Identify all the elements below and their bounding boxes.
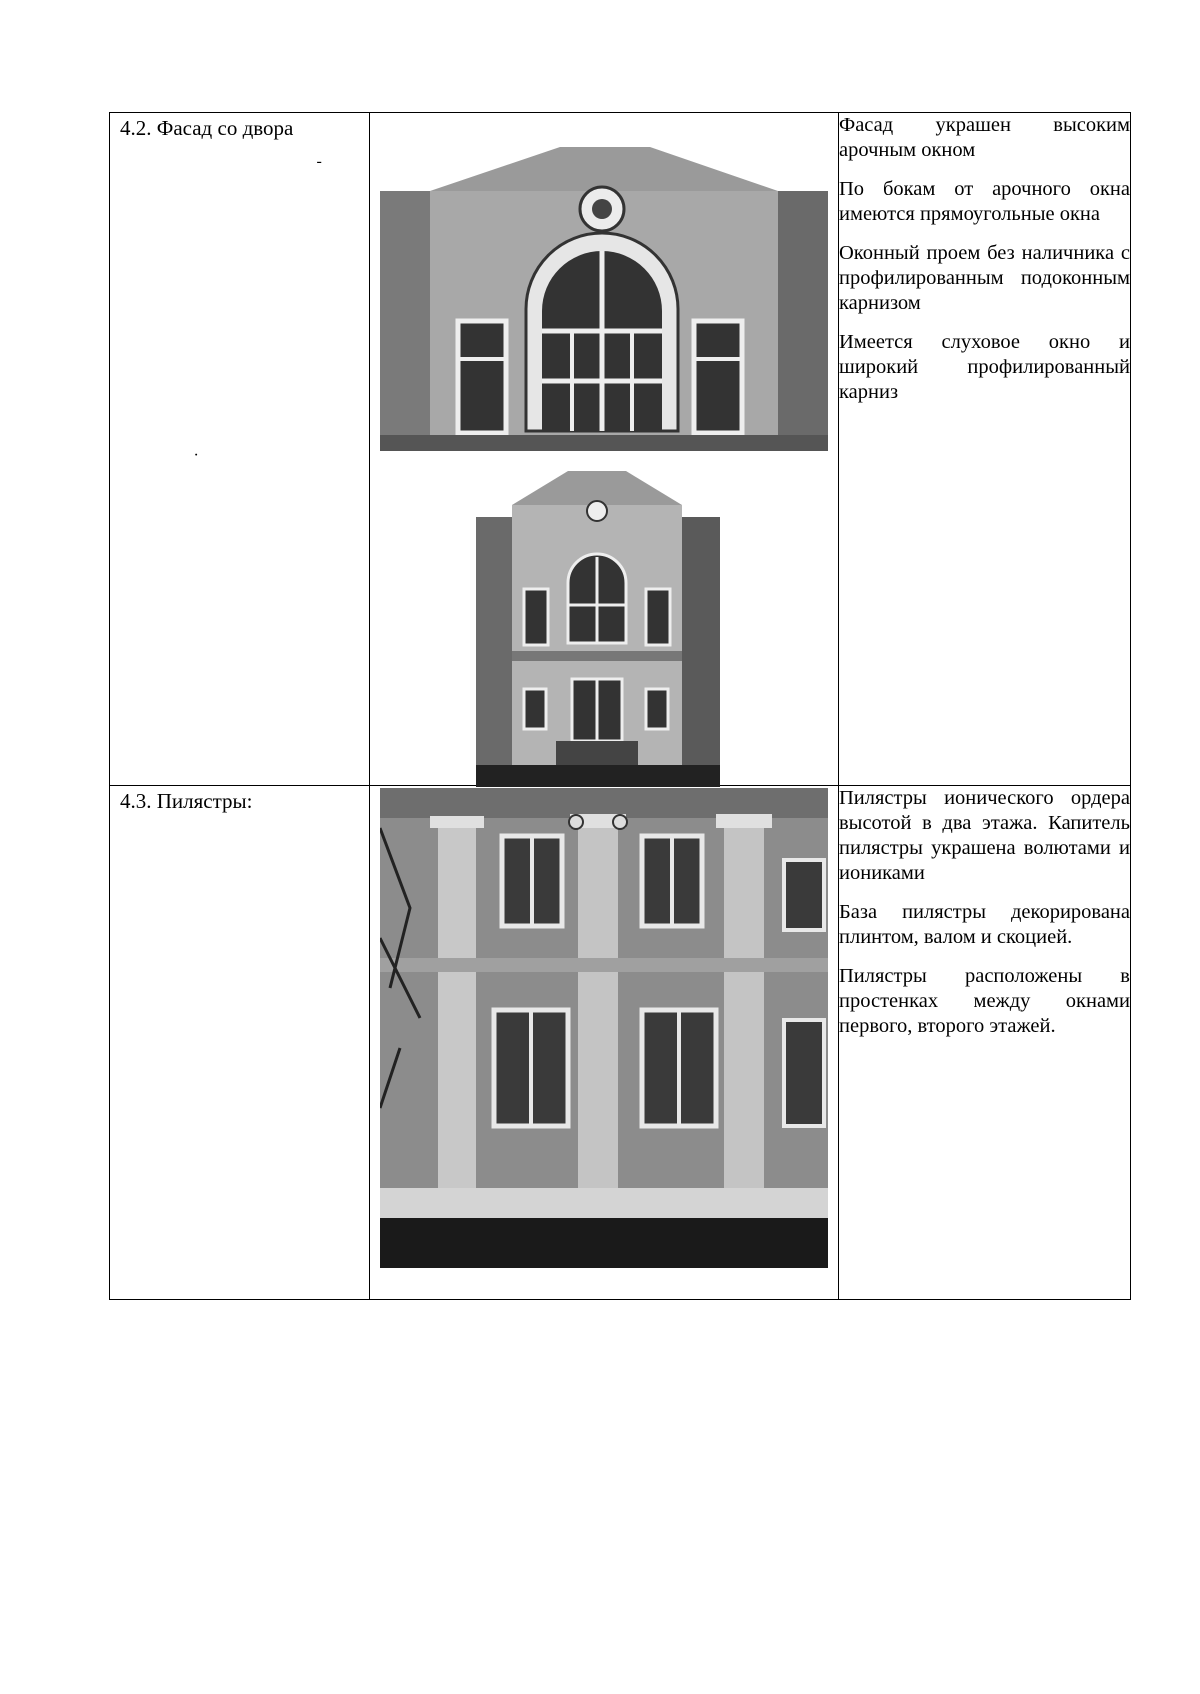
description-paragraph: База пилястры декорирована плинтом, валом и скоцией.	[839, 901, 1130, 948]
pilasters-photo	[380, 788, 828, 1268]
row-label: 4.2. Фасад со двора	[120, 116, 294, 140]
scan-mark: ·	[193, 446, 199, 464]
description-cell	[839, 786, 1131, 1300]
description-paragraph: Имеется слуховое окно и широкий профилированный карниз	[839, 331, 1130, 403]
description-paragraph: Пилястры ионического ордера высотой в два этажа. Капитель пилястры украшена волютами и иониками	[839, 787, 1130, 884]
photo-cell	[370, 786, 839, 1300]
courtyard-facade-photo	[380, 131, 828, 451]
row-label-cell	[110, 113, 370, 786]
photo-cell	[370, 113, 839, 786]
row-label-cell	[110, 446, 370, 1300]
description-paragraph: Фасад украшен высоким арочным окном	[839, 114, 1130, 161]
row-label: 4.3. Пилястры:	[120, 789, 253, 813]
description-paragraph: Оконный проем без наличника с профилированным подоконным карнизом	[839, 242, 1130, 314]
table-row	[110, 113, 1131, 786]
description-paragraph: По бокам от арочного окна имеются прямоугольные окна	[839, 178, 1130, 225]
scan-mark: -	[316, 152, 322, 170]
heritage-elements-table	[109, 112, 1131, 1300]
description-paragraph: Пилястры расположены в простенках между окнами первого, второго этажей.	[839, 965, 1130, 1037]
table-row	[110, 786, 1131, 1300]
description-cell	[839, 113, 1131, 786]
courtyard-facade-full-photo	[476, 465, 720, 787]
